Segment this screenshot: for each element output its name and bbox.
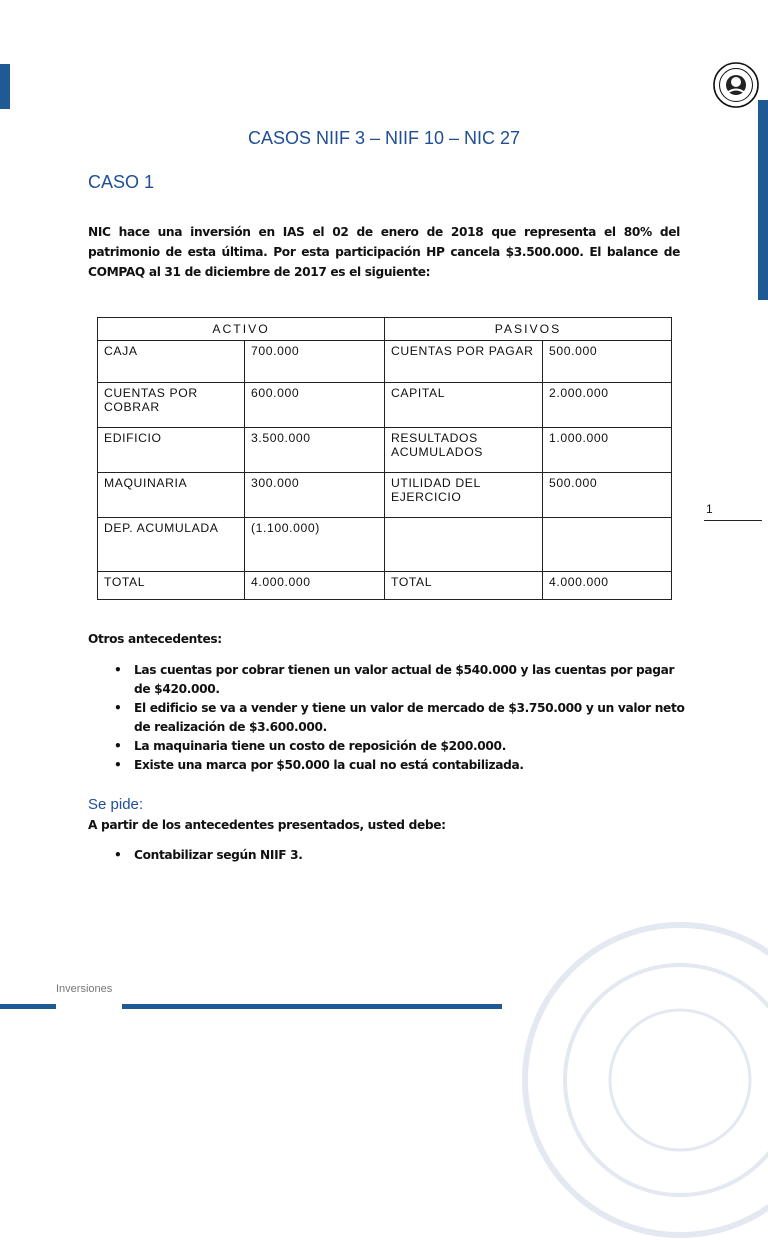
table-cell: CUENTAS POR PAGAR [385,341,543,383]
table-row [98,428,672,473]
list-item-text: Contabilizar según NIIF 3. [134,848,303,862]
column-header-activo: ACTIVO [98,318,385,341]
list-item [88,661,688,699]
table-cell: DEP. ACUMULADA [98,518,245,572]
table-cell: 4.000.000 [245,572,385,600]
table-row [98,341,672,383]
table-cell [385,518,543,572]
table-cell: (1.100.000) [245,518,385,572]
table-row-total [98,572,672,600]
table-cell: 500.000 [543,473,672,518]
task-list [88,846,688,865]
list-item [88,756,688,775]
bullet-icon: • [114,848,122,862]
balance-sheet-table [97,317,672,600]
se-pide-heading: Se pide: [88,796,144,813]
table-cell: CAPITAL [385,383,543,428]
table-cell: UTILIDAD DEL EJERCICIO [385,473,543,518]
list-item [88,737,688,756]
footer-accent-bar-left [0,1004,56,1009]
case-intro-paragraph: NIC hace una inversión en IAS el 02 de enero de 2018 que representa el 80% del patrimonio de esta última. Por esta participación HP cancela $3.500.000. El balance de COMPAQ al 31 de diciembre de 2017 es el siguiente: [88,225,680,279]
header-accent-bar-left [0,64,10,109]
list-item-text: Existe una marca por $50.000 la cual no está contabilizada. [134,758,524,772]
footer-section-label: Inversiones [56,983,113,995]
table-cell: 1.000.000 [543,428,672,473]
table-cell: RESULTADOS ACUMULADOS [385,428,543,473]
watermark-seal [520,920,768,1240]
other-background-heading: Otros antecedentes: [88,632,222,646]
university-seal-logo [713,62,759,108]
table-row [98,518,672,572]
table-cell: 300.000 [245,473,385,518]
bullet-icon: • [114,758,122,772]
list-item-text: La maquinaria tiene un costo de reposición de $200.000. [134,739,506,753]
list-item-text: El edificio se va a vender y tiene un valor de mercado de $3.750.000 y un valor neto de realización de $3.600.000. [134,701,685,734]
table-cell: 2.000.000 [543,383,672,428]
list-item [88,846,688,865]
page-number-divider [704,520,762,521]
bullet-icon: • [114,701,122,715]
document-title: CASOS NIIF 3 – NIIF 10 – NIC 27 [247,128,521,148]
table-cell: MAQUINARIA [98,473,245,518]
table-cell: TOTAL [98,572,245,600]
page-number: 1 [706,502,713,516]
table-cell: EDIFICIO [98,428,245,473]
table-cell: 500.000 [543,341,672,383]
bullet-icon: • [114,739,122,753]
footer-accent-bar-main [122,1004,502,1009]
column-header-pasivos: PASIVOS [385,318,672,341]
table-row [98,473,672,518]
table-row [98,383,672,428]
table-cell: 4.000.000 [543,572,672,600]
case-heading: CASO 1 [88,172,155,192]
table-cell: CUENTAS POR COBRAR [98,383,245,428]
se-pide-instruction: A partir de los antecedentes presentados, usted debe: [88,818,446,832]
table-cell [543,518,672,572]
background-list [88,661,688,775]
table-cell: CAJA [98,341,245,383]
table-cell: 600.000 [245,383,385,428]
bullet-icon: • [114,663,122,677]
table-header-row [98,318,672,341]
list-item-text: Las cuentas por cobrar tienen un valor actual de $540.000 y las cuentas por pagar de $420.000. [134,663,675,696]
table-cell: 700.000 [245,341,385,383]
table-cell: 3.500.000 [245,428,385,473]
list-item [88,699,688,737]
table-cell: TOTAL [385,572,543,600]
